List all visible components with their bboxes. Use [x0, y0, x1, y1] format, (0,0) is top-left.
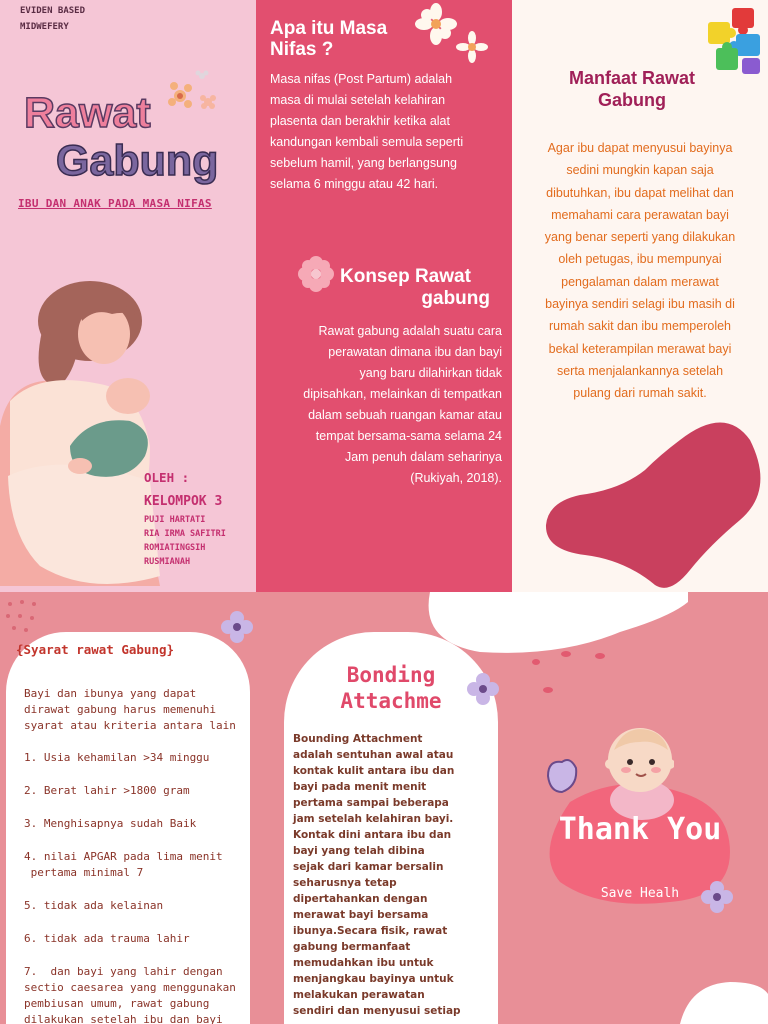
tagline-text: Save Healh: [600, 886, 680, 901]
bonding-text-line: Kontak dini antara ibu dan: [293, 829, 452, 841]
red-blob-shape: [540, 410, 768, 592]
manfaat-text-line: oleh petugas, ibu mempunyai: [558, 252, 722, 267]
masa-nifas-text-line: Masa nifas (Post Partum) adalah: [270, 72, 453, 86]
syarat-item-line: 6. tidak ada trauma lahir: [24, 932, 190, 945]
syarat-item: [24, 849, 236, 881]
syarat-item-line: pembiusan umum, rawat gabung: [24, 997, 210, 1010]
manfaat-text-line: sedini mungkin kapan saja: [566, 163, 714, 178]
masa-nifas-text-line: masa di mulai setelah kelahiran: [270, 93, 446, 107]
middle-panel: [256, 0, 512, 592]
masa-nifas-text-line: kandungan kembali semula seperti: [270, 135, 464, 149]
masa-nifas-text-line: sebelum hamil, yang berlangsung: [270, 156, 457, 170]
bonding-text-line: menjangkau bayinya untuk: [293, 973, 454, 985]
manfaat-text-line: Agar ibu dapat menyusui bayinya: [547, 141, 733, 155]
cover-subtitle: IBU DAN ANAK PADA MASA NIFAS: [18, 197, 212, 210]
masa-nifas-heading-line2: Nifas ?: [270, 39, 334, 60]
bonding-text-line: memudahkan ibu untuk: [293, 957, 434, 969]
baby-icon: [544, 720, 674, 822]
konsep-heading-line1: Konsep Rawat: [340, 266, 471, 287]
manfaat-text-line: bekal keterampilan merawat bayi: [548, 341, 732, 356]
manfaat-body: [512, 137, 768, 405]
cover-panel: [0, 0, 256, 592]
cover-flowers-icon: [160, 66, 230, 116]
bonding-body: [293, 731, 461, 1019]
syarat-item: [24, 931, 236, 947]
bonding-text-line: merawat bayi bersama: [293, 909, 429, 921]
syarat-item: [24, 898, 236, 914]
bonding-text-line: seharusnya tetap: [293, 877, 397, 889]
masa-nifas-body: [270, 69, 463, 195]
syarat-intro: [24, 686, 236, 734]
bonding-text-line: adalah sentuhan awal atau: [293, 749, 454, 761]
masa-nifas-heading-line1: Apa itu Masa: [270, 18, 388, 39]
syarat-item-line: 3. Menghisapnya sudah Baik: [24, 817, 197, 830]
bonding-text-line: kontak kulit antara ibu dan: [293, 765, 455, 777]
konsep-body: [260, 321, 502, 489]
syarat-item-line: 5. tidak ada kelainan: [24, 899, 164, 912]
konsep-text-line: yang baru dilahirkan tidak: [359, 366, 502, 380]
member-name: ROMIATINGSIH: [144, 543, 206, 553]
inner-page: [0, 592, 768, 1024]
syarat-item-line: 7. dan bayi yang lahir dengan: [24, 965, 223, 978]
manfaat-text-line: pulang dari rumah sakit.: [573, 386, 707, 401]
syarat-item-line: dilakukan setelah ibu dan bayi: [24, 1013, 223, 1024]
konsep-heading-line2: gabung: [421, 288, 490, 309]
syarat-heading: {Syarat rawat Gabung}: [16, 642, 175, 657]
bonding-text-line: gabung bermanfaat: [293, 941, 411, 953]
syarat-item-line: 4. nilai APGAR pada lima menit: [24, 850, 223, 863]
konsep-text-line: tempat bersama-sama selama 24: [315, 429, 502, 443]
konsep-text-line: (Rukiyah, 2018).: [410, 471, 502, 485]
syarat-intro-line: dirawat gabung harus memenuhi: [24, 703, 217, 716]
syarat-item-line: 1. Usia kehamilan >34 minggu: [24, 751, 210, 764]
thank-you-text: Thank You: [558, 812, 722, 847]
bonding-text-line: sendiri dan menyusui setiap: [293, 1005, 461, 1017]
member-name: RIA IRMA SAFITRI: [144, 529, 226, 539]
syarat-intro-line: Bayi dan ibunya yang dapat: [24, 687, 197, 700]
manfaat-text-line: memahami cara perawatan bayi: [551, 207, 729, 222]
syarat-item-line: sectio caesarea yang menggunakan: [24, 981, 236, 994]
syarat-list: [24, 750, 236, 1024]
manfaat-text-line: dibutuhkan, ibu dapat melihat dan: [546, 185, 734, 200]
member-name: PUJI HARTATI: [144, 515, 206, 525]
syarat-item: [24, 964, 236, 1024]
lilac-flower-icon: [700, 880, 734, 914]
manfaat-heading-line1: Manfaat Rawat: [568, 68, 696, 88]
syarat-item: [24, 816, 236, 832]
member-name: RUSMIANAH: [144, 557, 191, 567]
bonding-text-line: jam setelah kelahiran bayi.: [293, 813, 454, 825]
manfaat-text-line: serta menjalankannya setelah: [556, 363, 724, 378]
masa-nifas-text-line: plasenta dan berakhir ketika alat: [270, 114, 450, 128]
manfaat-text-line: rumah sakit dan ibu memperoleh: [548, 319, 732, 334]
syarat-item-line: pertama minimal 7: [24, 866, 144, 879]
bonding-text-line: Bounding Attachment: [293, 733, 423, 745]
syarat-item-line: 2. Berat lahir >1800 gram: [24, 784, 190, 797]
title-rawat: Rawat: [24, 89, 151, 137]
decor-dots-right: [530, 642, 630, 702]
konsep-text-line: perawatan dimana ibu dan bayi: [328, 345, 502, 359]
manfaat-heading-line2: Gabung: [598, 90, 666, 110]
syarat-item: [24, 783, 236, 799]
bonding-text-line: dipertahankan dengan: [293, 893, 428, 905]
konsep-text-line: Jam penuh dalam seharinya: [344, 450, 502, 464]
masa-nifas-text-line: selama 6 minggu atau 42 hari.: [270, 177, 439, 191]
white-bottom-blob: [600, 964, 768, 1024]
bonding-text-line: melakukan perawatan: [293, 989, 425, 1001]
bonding-text-line: pertama sampai beberapa: [293, 797, 449, 809]
manfaat-text-line: pengalaman dalam merawat: [561, 274, 719, 289]
bonding-heading-line1: Bonding: [346, 663, 436, 687]
bonding-text-line: bayi pada menit menit: [293, 781, 427, 793]
konsep-text-line: Rawat gabung adalah suatu cara: [318, 324, 502, 338]
bonding-heading: [284, 662, 498, 714]
eviden-label-line1: EVIDEN BASED: [20, 6, 86, 16]
member-list: [144, 513, 226, 569]
manfaat-text-line: bayinya sendiri selagi ibu masih di: [545, 297, 735, 312]
bonding-heading-line2: Attachme: [340, 689, 442, 713]
syarat-item: [24, 750, 236, 766]
pink-flower-icon: [298, 256, 334, 292]
oleh-label: OLEH :: [144, 470, 190, 485]
right-panel: [512, 0, 768, 592]
manfaat-text-line: yang benar seperti yang dilakukan: [544, 230, 736, 245]
daisy-flowers-icon: [412, 2, 492, 66]
lilac-flower-icon: [220, 610, 254, 644]
konsep-text-line: dalam sebuah ruangan kamar atau: [308, 408, 502, 422]
bonding-text-line: ibunya.Secara fisik, rawat: [293, 925, 448, 937]
konsep-text-line: dipisahkan, melainkan di tempatkan: [303, 387, 502, 401]
bonding-text-line: sejak dari kamar bersalin: [293, 861, 444, 873]
group-label: KELOMPOK 3: [144, 494, 223, 509]
syarat-intro-line: syarat atau kriteria antara lain: [24, 719, 236, 732]
title-gabung: Gabung: [56, 137, 219, 185]
bonding-text-line: bayi yang telah dibina: [293, 845, 425, 857]
eviden-label-line2: MIDWEFERY: [20, 22, 69, 32]
